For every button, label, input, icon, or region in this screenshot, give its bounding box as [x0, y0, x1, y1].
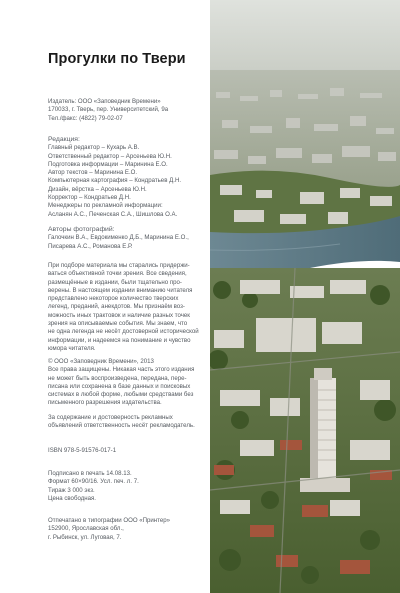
print-info-line: Подписано в печать 14.08.13. [48, 470, 132, 477]
print-info-block [48, 470, 208, 503]
copyright-line: писана или сохранена в базе данных и поисковых [48, 382, 191, 390]
isbn-block [48, 447, 208, 455]
editorial-line: Менеджеры по рекламной информации: [48, 202, 163, 210]
print-info-line: Формат 60×90/16. Усл. печ. л. 7. [48, 478, 139, 486]
disclaimer-line: не одна легенда не несёт достоверной исторической [48, 328, 199, 336]
print-info-line: Цена свободная. [48, 494, 96, 502]
disclaimer-line: можность иных трактовок и наличие разных точек [48, 311, 190, 319]
editorial-line: Дизайн, вёрстка – Арсеньева Ю.Н. [48, 185, 147, 193]
copyright-line: Все права защищены. Никакая часть этого издания [48, 366, 195, 374]
disclaimer-line: информации, и надеемся на понимание и чувство [48, 336, 191, 344]
disclaimer-line: При подборе материала мы старались придержи- [48, 262, 190, 269]
photographers-heading: Авторы фотографий: [48, 226, 115, 233]
photographers-line: Галочкин В.А., Евдокименко Д.Б., Маринина Е.О., [48, 234, 189, 242]
editorial-block [48, 136, 208, 219]
disclaimer-line: представлено некоторое количество тверских [48, 295, 179, 303]
editorial-line: Автор текстов – Маринина Е.О. [48, 169, 138, 177]
disclaimer-line: размещённые в издании, были тщательно про- [48, 278, 182, 286]
publisher-line: Издатель: ООО «Заповедник Времени» [48, 98, 161, 105]
printer-line: г. Рыбинск, ул. Луговая, 7. [48, 533, 122, 541]
publisher-line: Тел./факс: (4822) 79-02-07 [48, 114, 123, 122]
publisher-block [48, 98, 208, 123]
photographers-line: Писарева А.С., Романова Е.Р. [48, 242, 133, 250]
editorial-line: Корректор – Кондратьев Д.Н. [48, 194, 131, 202]
publisher-line: 170033, г. Тверь, пер. Университетский, 9а [48, 106, 169, 114]
disclaimer-line: юмора читателя. [48, 344, 96, 352]
copyright-line: системах в любой форме, любыми средствами без [48, 391, 194, 399]
editorial-line: Компьютерная картография – Кондратьев Д.Н. [48, 177, 182, 185]
advertising-line: За содержание и достоверность рекламных [48, 414, 173, 421]
advertising-line: объявлений ответственность несёт рекламодатель. [48, 422, 195, 430]
disclaimer-line: верены. В настоящем издании вниманию читателя [48, 286, 193, 294]
disclaimer-line: легенд, преданий, анекдотов. Мы признаём воз- [48, 303, 185, 311]
printer-line: Отпечатано в типографии ООО «Принтер» [48, 517, 171, 524]
isbn: ISBN 978-5-91576-017-1 [48, 447, 117, 454]
copyright-line: письменного разрешения издательства. [48, 399, 162, 407]
aerial-city-illustration [210, 0, 400, 593]
copyright-line: © ООО «Заповедник Времени», 2013 [48, 358, 154, 365]
editorial-line: Ответственный редактор – Арсеньева Ю.Н. [48, 152, 172, 160]
photographers-block [48, 226, 208, 251]
advertising-block [48, 414, 208, 431]
copyright-line: не может быть воспроизведена, передана, пере- [48, 374, 187, 382]
editorial-line: Подготовка информации – Маринина Е.О. [48, 160, 168, 168]
disclaimer-line: зрения на описываемые события. Мы знаем, что [48, 320, 188, 328]
aerial-city-photo [210, 0, 400, 593]
disclaimer-line: ваться объективной точки зрения. Все сведения, [48, 270, 187, 278]
editorial-heading: Редакция: [48, 136, 80, 143]
copyright-block [48, 358, 208, 408]
print-info-line: Тираж 3 000 экз. [48, 486, 95, 494]
printer-line: 152900, Ярославская обл., [48, 525, 124, 533]
printer-block [48, 517, 208, 542]
page-title: Прогулки по Твери [48, 51, 186, 67]
disclaimer-block [48, 262, 208, 353]
editorial-line: Главный редактор – Кухарь А.В. [48, 144, 140, 152]
editorial-line: Асланян А.С., Печенская С.А., Шишлова О.А. [48, 210, 178, 218]
